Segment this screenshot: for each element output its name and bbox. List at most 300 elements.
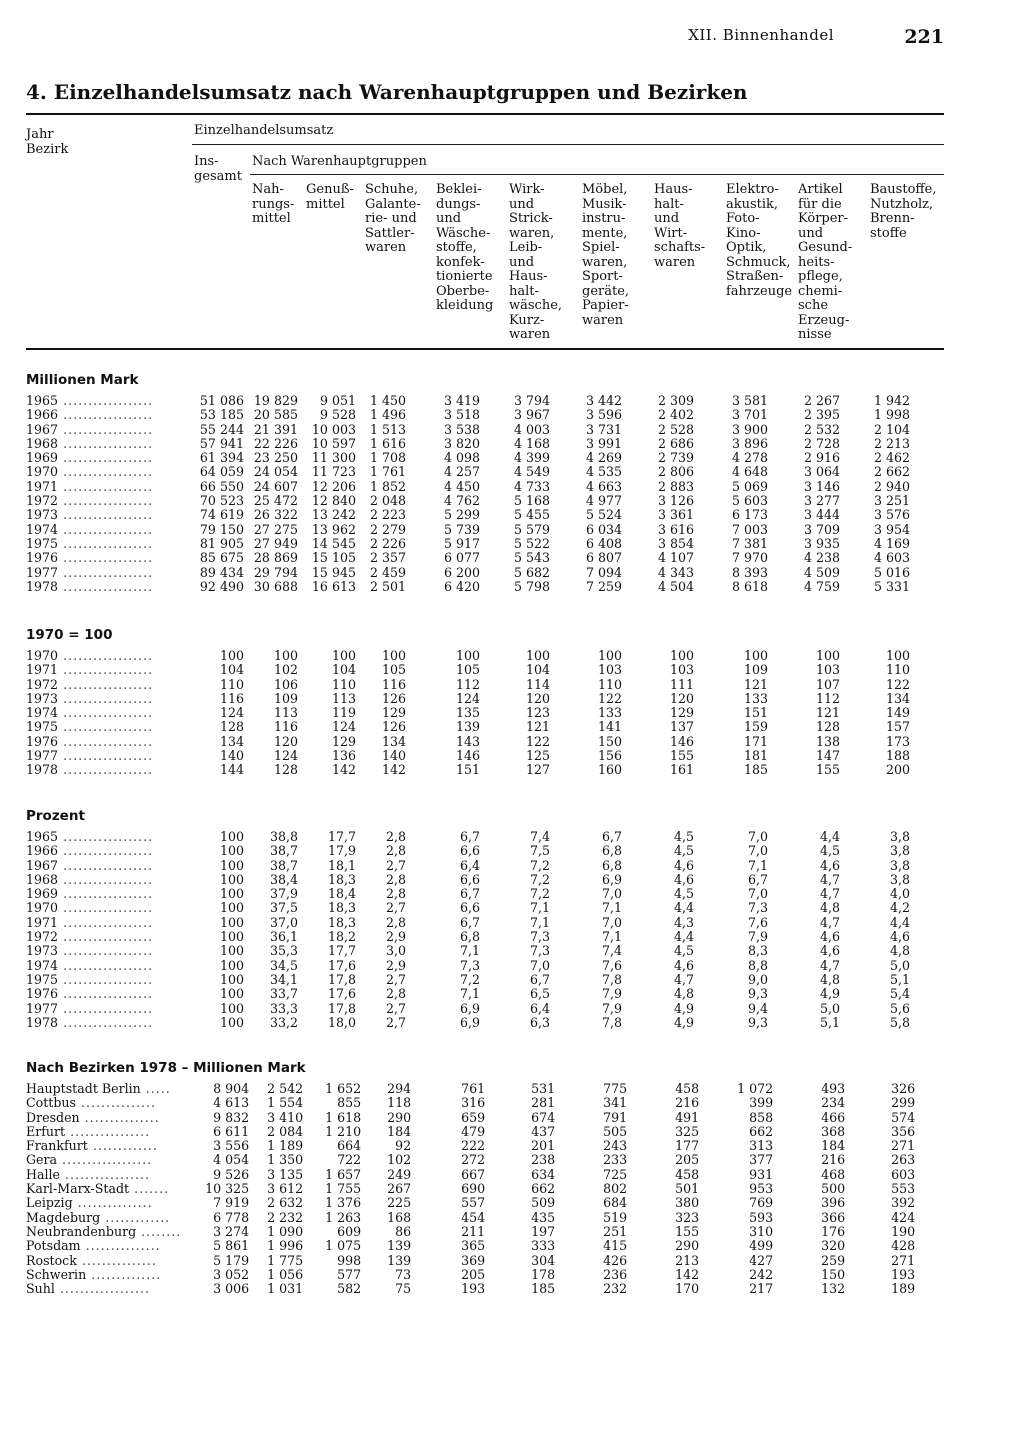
leader-dots: ..................	[58, 763, 154, 778]
value-cell: 577	[337, 1266, 362, 1282]
value-cell: 3 616	[657, 521, 694, 537]
table-row	[26, 523, 910, 537]
row-label	[26, 844, 176, 858]
row-label-text: 1975	[26, 536, 59, 551]
value-cell: 7,5	[529, 843, 550, 859]
table-row	[26, 408, 910, 422]
value-cell: 4,9	[819, 986, 840, 1002]
value-cell: 3 419	[443, 393, 480, 408]
value-cell: 603	[891, 1166, 916, 1182]
row-label-text: 1974	[26, 958, 59, 973]
value-cell: 100	[219, 986, 244, 1002]
section-name: XII. Binnenhandel	[688, 26, 834, 44]
table-row	[26, 916, 910, 930]
stub-header	[26, 128, 68, 157]
value-cell: 1 942	[873, 393, 910, 408]
row-label-text: 1976	[26, 734, 59, 749]
header-line: Elektro-	[726, 182, 779, 197]
value-cell: 6,7	[459, 829, 480, 844]
table-row	[26, 749, 910, 763]
table-row	[26, 1182, 915, 1196]
value-cell: 100	[815, 648, 840, 663]
value-cell: 3 277	[803, 493, 840, 509]
value-cell: 5 603	[731, 493, 768, 509]
value-cell: 37,0	[269, 914, 298, 930]
value-cell: 57 941	[199, 435, 244, 451]
row-label-text: 1971	[26, 915, 59, 930]
column-header	[726, 183, 792, 299]
column-header	[365, 183, 421, 256]
value-cell: 184	[821, 1138, 846, 1154]
value-cell: 197	[531, 1223, 556, 1239]
table-row	[26, 973, 910, 987]
header-line: akustik,	[726, 196, 779, 212]
value-cell: 426	[603, 1252, 628, 1268]
leader-dots: .............	[87, 1139, 158, 1154]
row-label	[26, 423, 176, 437]
value-cell: 3 006	[213, 1281, 250, 1297]
row-label	[26, 859, 176, 873]
value-cell: 3 064	[803, 464, 840, 480]
value-cell: 4,9	[673, 1014, 694, 1030]
value-cell: 2 916	[803, 450, 840, 466]
value-cell: 129	[331, 733, 356, 749]
value-cell: 998	[337, 1252, 362, 1268]
value-cell: 263	[891, 1152, 916, 1168]
value-cell: 4,4	[673, 900, 694, 916]
value-cell: 5 739	[443, 521, 480, 537]
leader-dots: ..................	[58, 551, 154, 566]
value-cell: 100	[273, 648, 298, 663]
value-cell: 136	[331, 748, 356, 764]
value-cell: 1 998	[873, 407, 910, 423]
value-cell: 310	[749, 1223, 774, 1239]
value-cell: 725	[603, 1166, 628, 1182]
value-cell: 3 135	[267, 1166, 304, 1182]
row-label-text: Neubrandenburg	[26, 1224, 137, 1239]
value-cell: 100	[219, 929, 244, 945]
page-number: 221	[904, 26, 944, 48]
value-cell: 38,8	[269, 829, 298, 844]
value-cell: 217	[749, 1281, 774, 1297]
header-line: Schuhe,	[365, 182, 419, 197]
value-cell: 791	[603, 1109, 628, 1125]
value-cell: 139	[387, 1238, 412, 1254]
value-cell: 16 613	[311, 578, 356, 594]
table-row	[26, 663, 910, 677]
value-cell: 70 523	[199, 493, 244, 509]
value-cell: 9,4	[747, 1000, 768, 1016]
row-label-text: 1977	[26, 1001, 59, 1016]
value-cell: 234	[821, 1095, 846, 1111]
table-row	[26, 1016, 910, 1030]
row-label-text: 1973	[26, 691, 59, 706]
row-label	[26, 451, 176, 465]
value-cell: 147	[815, 748, 840, 764]
value-cell: 185	[531, 1281, 556, 1297]
header-line: kleidung	[436, 298, 494, 313]
table-row	[26, 692, 910, 706]
table-row	[26, 720, 910, 734]
value-cell: 2 279	[369, 521, 406, 537]
leader-dots: .......	[129, 1182, 170, 1197]
value-cell: 1 210	[325, 1123, 362, 1139]
value-cell: 134	[381, 733, 406, 749]
value-cell: 2 462	[873, 450, 910, 466]
value-cell: 3 709	[803, 521, 840, 537]
header-line: Genuß-	[306, 182, 354, 197]
header-line: waren	[582, 312, 624, 328]
header-line: Brenn-	[870, 211, 915, 226]
table-row	[26, 830, 910, 844]
leader-dots: ..................	[58, 408, 154, 423]
value-cell: 150	[821, 1266, 846, 1282]
value-cell: 8 904	[213, 1081, 250, 1096]
value-cell: 4,6	[673, 957, 694, 973]
row-label	[26, 663, 176, 677]
value-cell: 100	[743, 648, 768, 663]
row-label	[26, 408, 176, 422]
header-subgroup-rule	[250, 174, 944, 175]
row-label-text: 1978	[26, 579, 59, 594]
header-line: rie- und	[365, 211, 417, 226]
column-header	[654, 183, 705, 270]
value-cell: 4 168	[513, 435, 550, 451]
value-cell: 7 970	[731, 550, 768, 566]
header-line: mittel	[252, 211, 291, 226]
row-label	[26, 735, 176, 749]
value-cell: 139	[387, 1252, 412, 1268]
value-cell: 4 107	[657, 550, 694, 566]
value-cell: 1 657	[325, 1166, 362, 1182]
row-label-text: Erfurt	[26, 1124, 66, 1139]
value-cell: 6 034	[585, 521, 622, 537]
table-row	[26, 1254, 915, 1268]
value-cell: 17,7	[327, 829, 356, 844]
value-cell: 4,2	[889, 900, 910, 916]
header-line: waren	[509, 327, 551, 342]
header-line: und	[436, 211, 462, 226]
value-cell: 341	[603, 1095, 628, 1111]
value-cell: 73	[395, 1266, 412, 1282]
header-line: und	[509, 196, 535, 212]
value-cell: 1 616	[369, 435, 406, 451]
value-cell: 100	[331, 648, 356, 663]
value-cell: 4 343	[657, 564, 694, 580]
value-cell: 193	[891, 1266, 916, 1282]
value-cell: 156	[597, 748, 622, 764]
row-label	[26, 1096, 181, 1110]
value-cell: 684	[603, 1195, 628, 1211]
value-cell: 6,6	[459, 871, 480, 887]
value-cell: 458	[675, 1166, 700, 1182]
value-cell: 323	[675, 1209, 700, 1225]
leader-dots: ..................	[58, 944, 154, 959]
value-cell: 100	[219, 914, 244, 930]
value-cell: 7,0	[747, 843, 768, 859]
value-cell: 8,3	[747, 943, 768, 959]
value-cell: 7,9	[747, 929, 768, 945]
header-line: und	[509, 254, 535, 270]
value-cell: 18,4	[327, 886, 356, 902]
value-cell: 2,7	[385, 1000, 406, 1016]
leader-dots: ..................	[58, 872, 154, 887]
leader-dots: ..................	[58, 465, 154, 480]
value-cell: 173	[885, 733, 910, 749]
value-cell: 7,0	[601, 914, 622, 930]
value-cell: 37,5	[269, 900, 298, 916]
value-cell: 17,7	[327, 943, 356, 959]
header-line: rungs-	[252, 196, 295, 212]
value-cell: 22 226	[253, 435, 298, 451]
value-cell: 119	[331, 705, 356, 721]
header-line: Wirk-	[509, 182, 545, 197]
header-line: Sattler-	[365, 225, 415, 241]
value-cell: 6,7	[459, 886, 480, 902]
value-cell: 3 612	[267, 1181, 304, 1197]
value-cell: 3 954	[873, 521, 910, 537]
header-line: Nah-	[252, 182, 284, 197]
value-cell: 100	[381, 648, 406, 663]
value-cell: 7,3	[529, 943, 550, 959]
value-cell: 107	[815, 676, 840, 692]
value-cell: 4 278	[731, 450, 768, 466]
value-cell: 100	[455, 648, 480, 663]
value-cell: 149	[885, 705, 910, 721]
header-line: Wirt-	[654, 225, 688, 241]
value-cell: 109	[743, 662, 768, 678]
value-cell: 6,9	[459, 1014, 480, 1030]
header-line: stoffe,	[436, 240, 477, 255]
row-label	[26, 1282, 181, 1296]
header-bottom-rule	[26, 348, 944, 350]
value-cell: 6 173	[731, 507, 768, 523]
leader-dots: ..................	[58, 749, 154, 764]
value-cell: 2,8	[385, 986, 406, 1002]
value-cell: 18,0	[327, 1014, 356, 1030]
value-cell: 9 528	[319, 407, 356, 423]
header-line: Strick-	[509, 211, 553, 226]
value-cell: 2 532	[803, 421, 840, 437]
value-cell: 100	[219, 829, 244, 844]
value-cell: 4 733	[513, 478, 550, 494]
leader-dots: ..................	[58, 691, 154, 706]
value-cell: 103	[597, 662, 622, 678]
value-cell: 143	[455, 733, 480, 749]
value-cell: 415	[603, 1238, 628, 1254]
column-header	[306, 183, 354, 212]
row-label	[26, 973, 176, 987]
value-cell: 116	[273, 719, 298, 735]
value-cell: 100	[219, 648, 244, 663]
leader-dots: ...............	[75, 1096, 157, 1111]
value-cell: 2 223	[369, 507, 406, 523]
leader-dots: ..................	[58, 844, 154, 859]
value-cell: 100	[219, 971, 244, 987]
value-cell: 124	[273, 748, 298, 764]
header-line: schafts-	[654, 240, 706, 255]
value-cell: 236	[603, 1266, 628, 1282]
value-cell: 290	[387, 1109, 412, 1125]
value-cell: 128	[219, 719, 244, 735]
value-cell: 953	[749, 1181, 774, 1197]
leader-dots: ..................	[58, 830, 154, 844]
value-cell: 103	[669, 662, 694, 678]
value-cell: 189	[891, 1281, 916, 1297]
value-cell: 1 652	[325, 1081, 362, 1096]
row-label	[26, 930, 176, 944]
value-cell: 582	[337, 1281, 362, 1297]
value-cell: 5 579	[513, 521, 550, 537]
header-line: mente,	[582, 225, 628, 241]
leader-dots: ..................	[58, 436, 154, 451]
value-cell: 2 357	[369, 550, 406, 566]
value-cell: 12 206	[311, 478, 356, 494]
value-cell: 12 840	[311, 493, 356, 509]
value-cell: 479	[461, 1123, 486, 1139]
row-label-text: Magdeburg	[26, 1210, 101, 1225]
value-cell: 6 077	[443, 550, 480, 566]
column-header	[870, 183, 936, 241]
value-cell: 112	[455, 676, 480, 692]
value-cell: 11 300	[311, 450, 356, 466]
column-header	[582, 183, 629, 328]
header-group-rule	[192, 144, 944, 145]
row-label-text: Suhl	[26, 1282, 55, 1297]
column-header	[436, 183, 493, 314]
row-label	[26, 1139, 181, 1153]
leader-dots: ..................	[58, 887, 154, 902]
value-cell: 4,6	[819, 943, 840, 959]
value-cell: 325	[675, 1123, 700, 1139]
value-cell: 6,4	[459, 857, 480, 873]
value-cell: 184	[387, 1123, 412, 1139]
value-cell: 855	[337, 1095, 362, 1111]
value-cell: 21 391	[253, 421, 298, 437]
row-label	[26, 916, 176, 930]
value-cell: 142	[381, 762, 406, 778]
value-cell: 659	[461, 1109, 486, 1125]
value-cell: 79 150	[199, 521, 244, 537]
value-cell: 225	[387, 1195, 412, 1211]
value-cell: 109	[273, 690, 298, 706]
row-label	[26, 494, 176, 508]
value-cell: 18,3	[327, 900, 356, 916]
value-cell: 35,3	[269, 943, 298, 959]
row-label	[26, 1153, 181, 1167]
value-cell: 121	[525, 719, 550, 735]
value-cell: 100	[219, 886, 244, 902]
value-cell: 3 274	[213, 1223, 250, 1239]
table-row	[26, 508, 910, 522]
header-line: Straßen-	[726, 269, 784, 284]
leader-dots: ..................	[58, 858, 154, 873]
value-cell: 259	[821, 1252, 846, 1268]
value-cell: 238	[531, 1152, 556, 1168]
value-cell: 2 226	[369, 535, 406, 551]
header-line: tionierte	[436, 269, 493, 284]
value-cell: 176	[821, 1223, 846, 1239]
header-line: gesamt	[194, 168, 242, 184]
value-cell: 5,0	[819, 1000, 840, 1016]
column-header	[798, 183, 852, 343]
value-cell: 392	[891, 1195, 916, 1211]
value-cell: 2,9	[385, 957, 406, 973]
value-cell: 7,1	[529, 914, 550, 930]
value-cell: 243	[603, 1138, 628, 1154]
value-cell: 53 185	[199, 407, 244, 423]
header-line: wäsche,	[509, 298, 563, 313]
row-label-text: 1965	[26, 830, 59, 844]
value-cell: 100	[885, 648, 910, 663]
value-cell: 118	[387, 1095, 412, 1111]
value-cell: 7 003	[731, 521, 768, 537]
value-cell: 4,7	[673, 971, 694, 987]
value-cell: 129	[381, 705, 406, 721]
value-cell: 3 820	[443, 435, 480, 451]
value-cell: 1 755	[325, 1181, 362, 1197]
row-label-text: Cottbus	[26, 1096, 76, 1111]
value-cell: 272	[461, 1152, 486, 1168]
value-cell: 4 399	[513, 450, 550, 466]
value-cell: 66 550	[199, 478, 244, 494]
value-cell: 14 545	[311, 535, 356, 551]
value-cell: 2 728	[803, 435, 840, 451]
value-cell: 133	[597, 705, 622, 721]
value-cell: 1 072	[737, 1081, 774, 1096]
value-cell: 8 393	[731, 564, 768, 580]
leader-dots: ..................	[58, 663, 154, 678]
value-cell: 178	[531, 1266, 556, 1282]
header-line: Musik-	[582, 196, 627, 212]
row-label	[26, 437, 176, 451]
value-cell: 121	[743, 676, 768, 692]
leader-dots: ..................	[58, 1015, 154, 1030]
leader-dots: ..................	[58, 958, 154, 973]
row-label-text: Rostock	[26, 1253, 77, 1268]
value-cell: 3,8	[889, 829, 910, 844]
value-cell: 7,0	[601, 886, 622, 902]
value-cell: 531	[531, 1081, 556, 1096]
value-cell: 4,8	[819, 971, 840, 987]
value-cell: 160	[597, 762, 622, 778]
value-cell: 509	[531, 1195, 556, 1211]
value-cell: 574	[891, 1109, 916, 1125]
leader-dots: ..............	[86, 1267, 162, 1282]
value-cell: 6,8	[601, 843, 622, 859]
value-cell: 106	[273, 676, 298, 692]
header-line: waren,	[582, 254, 628, 270]
value-cell: 3 581	[731, 393, 768, 408]
value-cell: 100	[219, 1014, 244, 1030]
value-cell: 6 778	[213, 1209, 250, 1225]
value-cell: 216	[821, 1152, 846, 1168]
value-cell: 7 919	[213, 1195, 250, 1211]
value-cell: 3 126	[657, 493, 694, 509]
value-cell: 110	[331, 676, 356, 692]
value-cell: 104	[525, 662, 550, 678]
value-cell: 1 056	[267, 1266, 304, 1282]
value-cell: 7,0	[747, 886, 768, 902]
table-row	[26, 1225, 915, 1239]
value-cell: 634	[531, 1166, 556, 1182]
row-label	[26, 1002, 176, 1016]
value-cell: 15 945	[311, 564, 356, 580]
value-cell: 4 762	[443, 493, 480, 509]
leader-dots: ...............	[79, 1110, 160, 1125]
row-label	[26, 1268, 181, 1282]
value-cell: 4 257	[443, 464, 480, 480]
